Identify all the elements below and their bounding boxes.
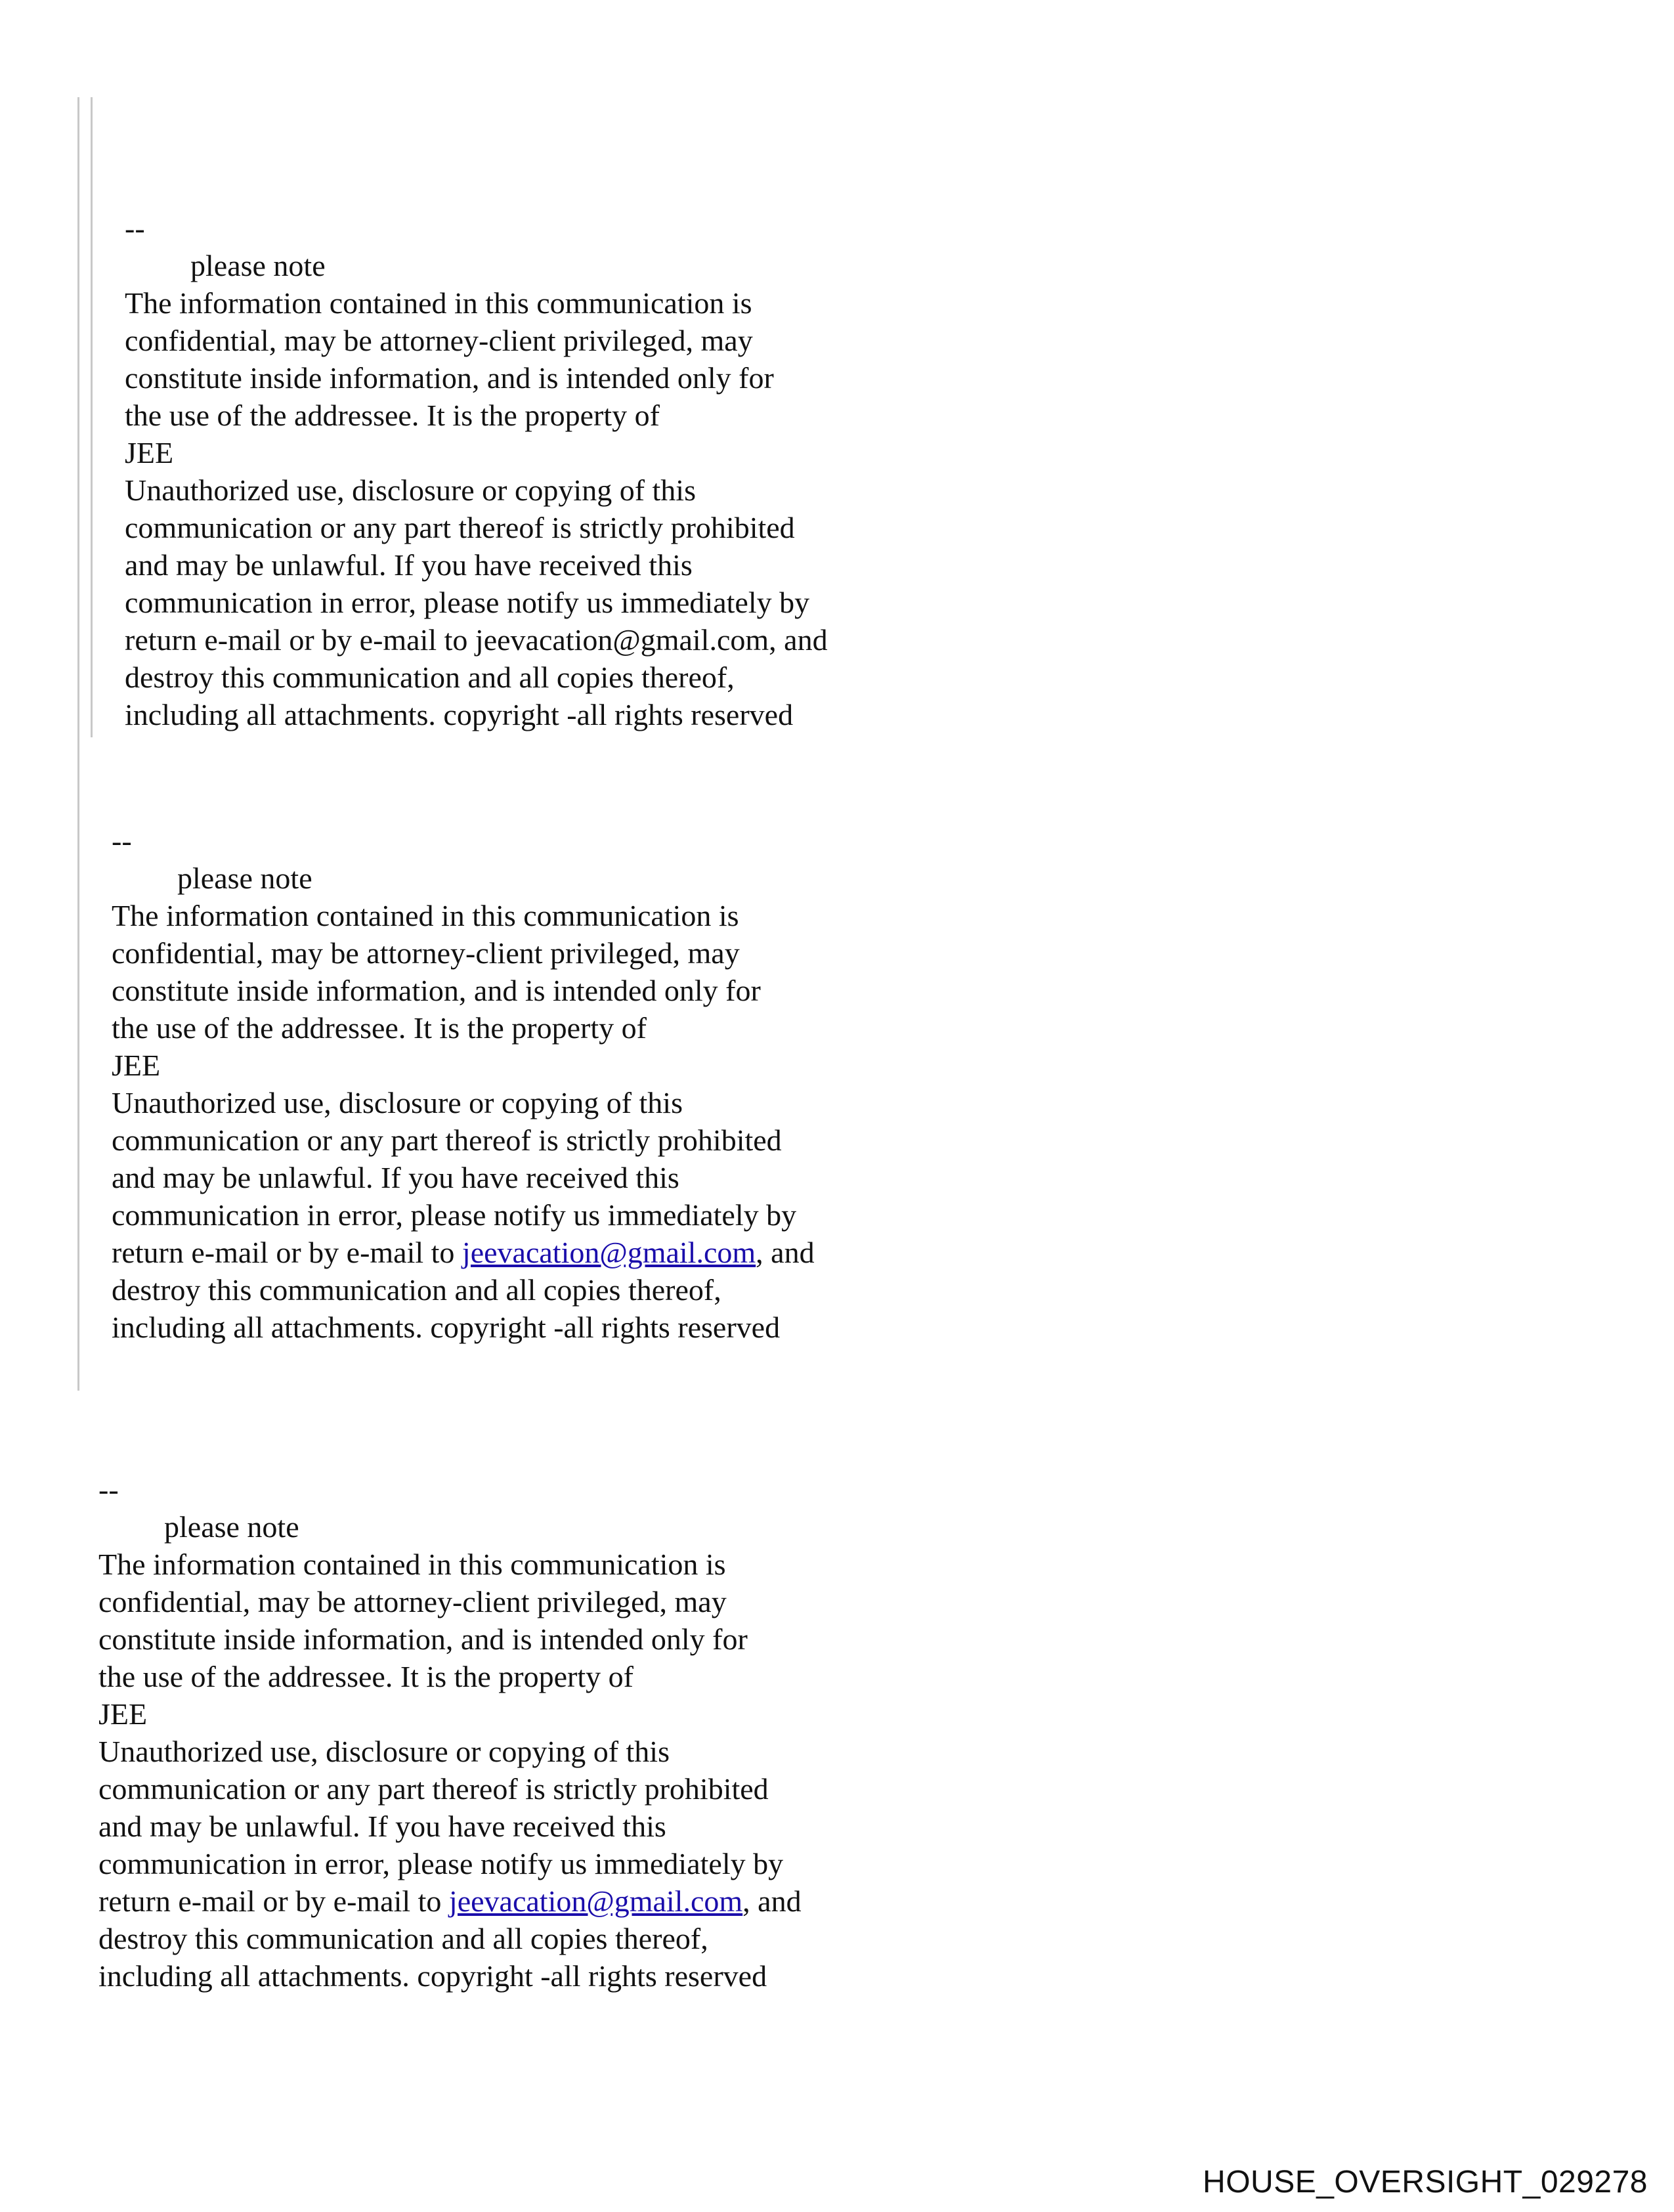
return-prefix: return e-mail or by e-mail to [112,1236,462,1269]
bates-number: HOUSE_OVERSIGHT_029278 [1203,2165,1648,2200]
notice-line: the use of the addressee. It is the property of [98,1660,633,1693]
notice-line: destroy this communication and all copies thereof, [112,1273,721,1307]
notice-line: confidential, may be attorney-client privileged, may [125,324,753,357]
notice-line: confidential, may be attorney-client privileged, may [98,1585,727,1618]
disclaimer-block-1 [125,209,1044,733]
notice-line: communication or any part thereof is strictly prohibited [112,1123,782,1157]
notice-line: JEE [98,1697,148,1731]
notice-line: destroy this communication and all copies thereof, [98,1922,708,1955]
notice-line: JEE [125,436,174,469]
notice-line: and may be unlawful. If you have received this [112,1161,679,1194]
notice-line: The information contained in this communication is [112,899,739,932]
notice-line: constitute inside information, and is intended only for [112,974,761,1007]
notice-line: including all attachments. copyright -all rights reserved [125,698,794,731]
disclaimer-block-2 [112,822,1031,1346]
notice-line: including all attachments. copyright -all rights reserved [112,1311,781,1344]
notice-line: constitute inside information, and is intended only for [98,1622,748,1656]
notice-line: communication in error, please notify us immediately by [125,586,810,619]
notice-line: the use of the addressee. It is the property of [125,399,660,432]
email-link[interactable]: jeevacation@gmail.com [448,1884,743,1918]
notice-line: Unauthorized use, disclosure or copying of this [112,1086,683,1119]
signature-separator: -- [98,1473,119,1506]
notice-heading: please note [164,1510,299,1544]
notice-line: and may be unlawful. If you have received this [125,548,693,582]
notice-line: communication in error, please notify us immediately by [98,1847,784,1880]
notice-line: communication or any part thereof is strictly prohibited [125,511,795,544]
return-suffix: , and [769,623,828,657]
notice-line: The information contained in this communication is [98,1548,726,1581]
email-link[interactable]: jeevacation@gmail.com [461,1236,756,1269]
notice-line: the use of the addressee. It is the property of [112,1011,647,1045]
quote-bar-inner [91,97,93,737]
return-email-line [98,1882,1018,1920]
notice-line: and may be unlawful. If you have received this [98,1810,666,1843]
return-prefix: return e-mail or by e-mail to [125,623,475,657]
notice-line: JEE [112,1049,161,1082]
notice-heading: please note [190,249,326,282]
notice-line: constitute inside information, and is intended only for [125,361,774,395]
notice-line: communication in error, please notify us immediately by [112,1198,797,1232]
return-email-line [112,1234,1031,1271]
notice-line: including all attachments. copyright -all rights reserved [98,1959,767,1993]
email-plain: jeevacation@gmail.com [475,623,769,657]
notice-heading: please note [177,861,312,895]
notice-line: communication or any part thereof is strictly prohibited [98,1772,769,1806]
return-suffix: , and [756,1236,815,1269]
notice-line: destroy this communication and all copies thereof, [125,661,735,694]
notice-line: Unauthorized use, disclosure or copying of this [125,473,696,507]
signature-separator: -- [125,211,145,245]
notice-line: confidential, may be attorney-client privileged, may [112,936,740,970]
return-email-line [125,621,1044,659]
signature-separator: -- [112,824,132,857]
return-suffix: , and [742,1884,802,1918]
notice-line: The information contained in this communication is [125,286,752,320]
disclaimer-block-3 [98,1471,1018,1995]
notice-line: Unauthorized use, disclosure or copying of this [98,1735,670,1768]
quote-bar-outer [77,97,79,1391]
return-prefix: return e-mail or by e-mail to [98,1884,449,1918]
